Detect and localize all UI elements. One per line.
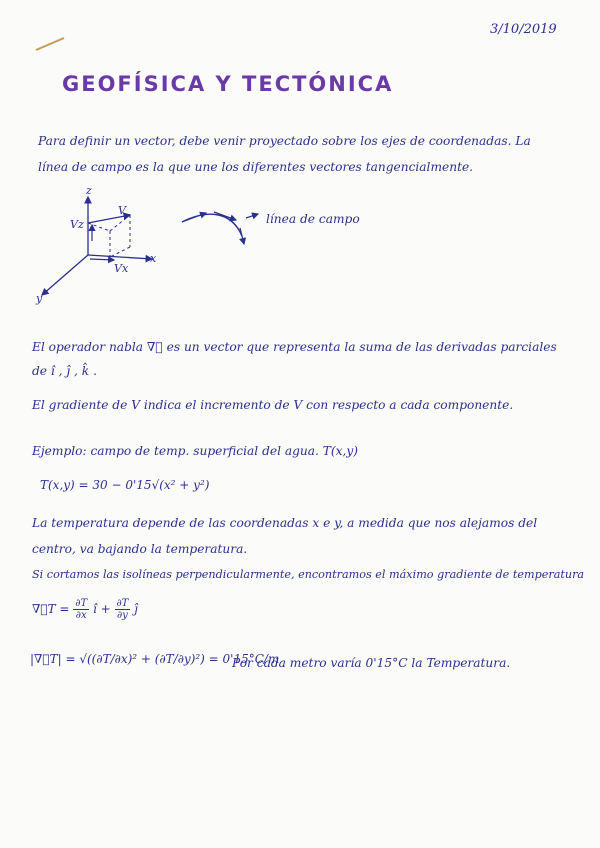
example-heading: Ejemplo: campo de temp. superficial del agua. T(x,y) (32, 444, 359, 458)
y-axis (42, 255, 88, 295)
axis-z-label: z (86, 184, 92, 197)
example-paragraph-1-line-2: centro, va bajando la temperatura. (32, 542, 248, 556)
intro-line-2: línea de campo es la que une los diferentes vectores tangencialmente. (38, 160, 474, 174)
field-line-sketch (176, 204, 266, 254)
conclusion-line: Por cada metro varía 0'15°C la Temperatura. (232, 656, 511, 670)
gradient-formula (32, 598, 138, 621)
component-vx (90, 259, 114, 260)
gradient-line: El gradiente de V indica el incremento de V con respecto a cada componente. (32, 398, 514, 412)
partial-t-y: $\frac{\partial T}{\partial y}$ (116, 598, 129, 621)
vector-v-label: V (118, 204, 126, 217)
gradient-magnitude-formula: |∇⃗T| = √((∂T/∂x)² + (∂T/∂y)²) = 0'15°C/m (30, 652, 280, 666)
nabla-line-1: El operador nabla ∇⃗ es un vector que representa la suma de las derivadas parciales (32, 340, 557, 354)
page-date: 3/10/2019 (490, 22, 557, 37)
vector-projection-diagram (30, 185, 170, 315)
component-vz-label: Vz (70, 218, 84, 231)
axis-x-label: x (150, 252, 157, 265)
x-axis (88, 255, 152, 259)
example-paragraph-2: Si cortamos las isolíneas perpendicularmente, encontramos el máximo gradiente de temperatura (32, 568, 585, 581)
gradient-lhs: ∇⃗T = (32, 602, 70, 616)
intro-line-1: Para definir un vector, debe venir proyectado sobre los ejes de coordenadas. La (38, 134, 531, 148)
example-paragraph-1-line-1: La temperatura depende de las coordenadas x e y, a medida que nos alejamos del (32, 516, 538, 530)
temperature-formula: T(x,y) = 30 − 0'15√(x² + y²) (40, 478, 210, 492)
j-unit: ĵ (134, 602, 138, 616)
pen-mark-decoration (34, 36, 74, 56)
axis-y-label: y (36, 292, 43, 305)
field-line-label: línea de campo (266, 212, 360, 226)
component-vx-label: Vx (114, 262, 129, 275)
nabla-line-2: de î , ĵ , k̂ . (32, 364, 97, 378)
page-title: GEOFÍSICA Y TECTÓNICA (62, 72, 394, 96)
i-unit-plus: î + (92, 602, 111, 616)
partial-t-x: $\frac{\partial T}{\partial x}$ (75, 598, 88, 621)
